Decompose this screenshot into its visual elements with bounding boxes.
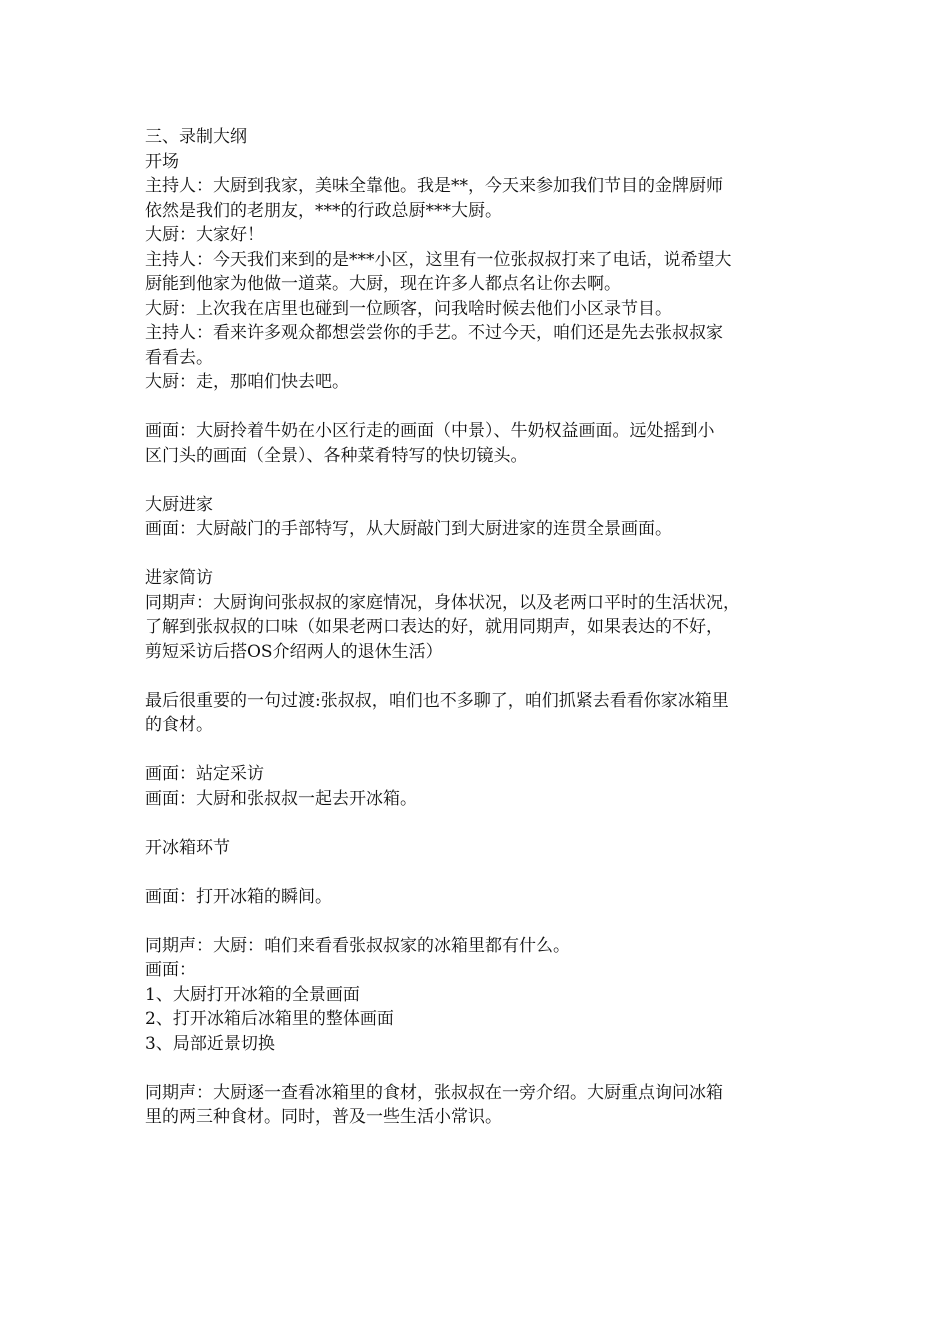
blank-line <box>145 909 820 934</box>
text-line: 厨能到他家为他做一道菜。大厨，现在许多人都点名让你去啊。 <box>145 274 621 294</box>
text-line: 主持人：看来许多观众都想尝尝你的手艺。不过今天，咱们还是先去张叔叔家 <box>145 323 723 343</box>
blank-line <box>145 738 820 763</box>
document-body <box>145 125 820 1130</box>
text-line: 区门头的画面（全景）、各种菜肴特写的快切镜头。 <box>145 445 528 466</box>
blank-line <box>145 811 820 836</box>
text-line: 主持人：今天我们来到的是***小区，这里有一位张叔叔打来了电话，说希望大 <box>145 249 732 270</box>
blank-line <box>145 395 820 420</box>
text-line: 1、大厨打开冰箱的全景画面 <box>145 984 360 1005</box>
text-line: 画面：站定采访 <box>145 764 264 784</box>
text-line: 剪短采访后搭OS介绍两人的退休生活） <box>145 641 443 662</box>
text-line: 同期声：大厨：咱们来看看张叔叔家的冰箱里都有什么。 <box>145 935 570 956</box>
text-line: 2、打开冰箱后冰箱里的整体画面 <box>145 1009 394 1029</box>
text-line: 里的两三种食材。同时，普及一些生活小常识。 <box>145 1107 502 1127</box>
text-line: 看看去。 <box>145 347 213 368</box>
text-line: 依然是我们的老朋友，***的行政总厨***大厨。 <box>145 200 502 221</box>
text-line: 大厨：上次我在店里也碰到一位顾客，问我啥时候去他们小区录节目。 <box>145 298 672 319</box>
blank-line <box>145 1056 820 1081</box>
text-line: 开场 <box>145 151 179 172</box>
blank-line <box>145 664 820 689</box>
text-line: 大厨：大家好！ <box>145 225 264 245</box>
blank-line <box>145 468 820 493</box>
text-line: 画面： <box>145 960 196 980</box>
text-line: 大厨：走，那咱们快去吧。 <box>145 372 349 392</box>
text-line: 主持人：大厨到我家，美味全靠他。我是**，今天来参加我们节目的金牌厨师 <box>145 176 723 196</box>
text-line: 画面：打开冰箱的瞬间。 <box>145 886 332 907</box>
text-line: 大厨进家 <box>145 494 213 515</box>
text-line: 了解到张叔叔的口味（如果老两口表达的好，就用同期声，如果表达的不好， <box>145 617 723 637</box>
text-line: 同期声：大厨询问张叔叔的家庭情况，身体状况，以及老两口平时的生活状况， <box>145 592 740 613</box>
text-line: 三、录制大纲 <box>145 127 247 147</box>
text-line: 最后很重要的一句过渡:张叔叔，咱们也不多聊了，咱们抓紧去看看你家冰箱里 <box>145 690 729 711</box>
text-line: 3、局部近景切换 <box>145 1033 275 1054</box>
blank-line <box>145 860 820 885</box>
text-line: 进家简访 <box>145 568 213 588</box>
text-line: 画面：大厨和张叔叔一起去开冰箱。 <box>145 788 417 809</box>
text-line: 同期声：大厨逐一查看冰箱里的食材，张叔叔在一旁介绍。大厨重点询问冰箱 <box>145 1082 723 1103</box>
text-line: 画面：大厨拎着牛奶在小区行走的画面（中景）、牛奶权益画面。远处摇到小 <box>145 421 715 441</box>
text-line: 开冰箱环节 <box>145 837 230 858</box>
text-line: 的食材。 <box>145 715 213 735</box>
blank-line <box>145 542 820 567</box>
text-line: 画面：大厨敲门的手部特写，从大厨敲门到大厨进家的连贯全景画面。 <box>145 519 672 539</box>
